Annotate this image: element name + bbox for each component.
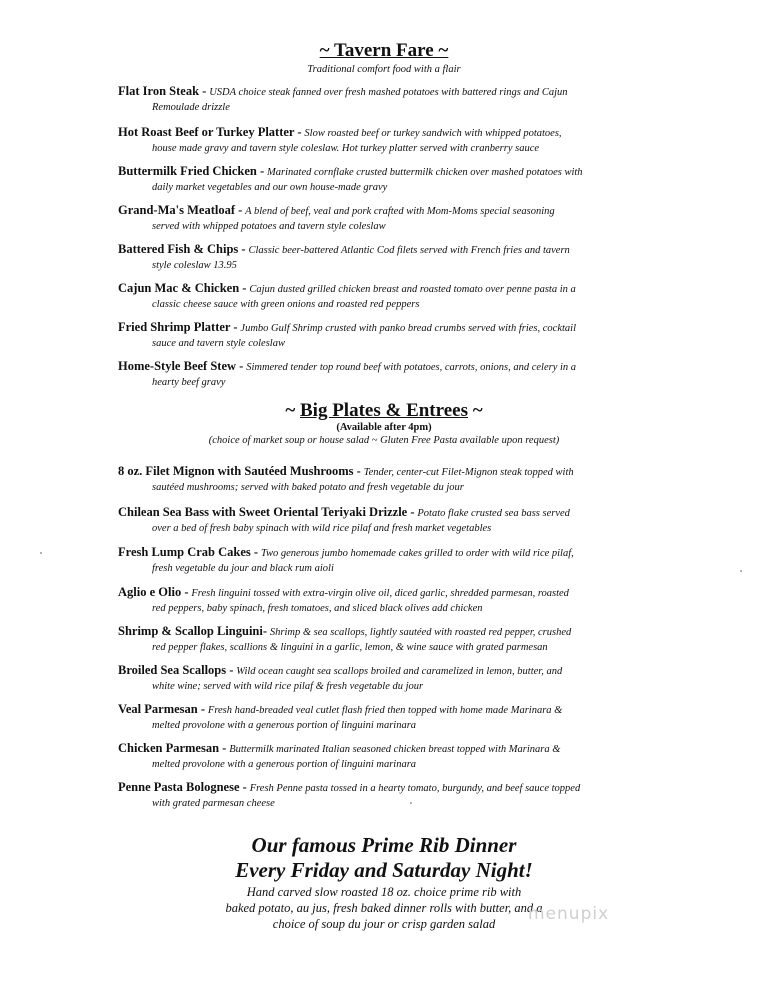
prime-rib-desc-line-1: Hand carved slow roasted 18 oz. choice prime rib with bbox=[246, 885, 522, 899]
prime-rib-desc-line-2: baked potato, au jus, fresh baked dinner rolls with butter, and a bbox=[225, 901, 543, 915]
menu-item-penne-bolognese: Penne Pasta Bolognese - Fresh Penne pasta tossed in a hearty tomato, burgundy, and beef sauce topped with grated parmesan cheese bbox=[118, 780, 581, 809]
scan-speck bbox=[410, 802, 412, 804]
menu-item-buttermilk-fried-chicken: Buttermilk Fried Chicken - Marinated cornflake crusted buttermilk chicken over mashed potatoes with daily market vegetables and our own house-made gravy bbox=[118, 164, 583, 193]
menu-item-chilean-sea-bass: Chilean Sea Bass with Sweet Oriental Teriyaki Drizzle - Potato flake crusted sea bass served over a bed of fresh baby spinach with wild rice pilaf and fresh market vegetables bbox=[118, 505, 570, 534]
menu-item-chicken-parmesan: Chicken Parmesan - Buttermilk marinated Italian seasoned chicken breast topped with Marinara & melted provolone with a generous portion of linguini marinara bbox=[118, 741, 561, 770]
tavern-fare-subtitle: Traditional comfort food with a flair bbox=[307, 64, 461, 75]
scan-speck bbox=[740, 570, 742, 572]
menu-item-aglio-e-olio: Aglio e Olio - Fresh linguini tossed with extra-virgin olive oil, diced garlic, shredded parmesan, roasted red peppers, baby spinach, fresh tomatoes, and sliced black olives add chicken bbox=[118, 585, 569, 614]
menu-item-fried-shrimp-platter: Fried Shrimp Platter - Jumbo Gulf Shrimp crusted with panko bread crumbs served with fries, cocktail sauce and tavern style coleslaw bbox=[118, 320, 576, 349]
menu-item-home-style-beef-stew: Home-Style Beef Stew - Simmered tender top round beef with potatoes, carrots, onions, and celery in a hearty beef gravy bbox=[118, 359, 577, 388]
menu-item-filet-mignon: 8 oz. Filet Mignon with Sautéed Mushrooms - Tender, center-cut Filet-Mignon steak topped with sautéed mushrooms; served with baked potato and fresh vegetable du jour bbox=[118, 464, 574, 493]
entrees-note: (choice of market soup or house salad ~ Gluten Free Pasta available upon request) bbox=[208, 435, 560, 446]
scan-speck bbox=[40, 552, 42, 554]
tavern-fare-title: ~ Tavern Fare ~ bbox=[319, 40, 449, 61]
menu-item-veal-parmesan: Veal Parmesan - Fresh hand-breaded veal cutlet flash fried then topped with home made Marinara & melted provolone with a generous portion of linguini marinara bbox=[118, 702, 563, 731]
menu-item-lump-crab-cakes: Fresh Lump Crab Cakes - Two generous jumbo homemade cakes grilled to order with wild rice pilaf, fresh vegetable du jour and black rum aioli bbox=[118, 545, 574, 574]
menu-item-hot-roast-beef: Hot Roast Beef or Turkey Platter - Slow roasted beef or turkey sandwich with whipped potatoes, house made gravy and tavern style coleslaw. Hot turkey platter served with cranberry sauce bbox=[118, 125, 562, 154]
entrees-title: ~ Big Plates & Entrees ~ bbox=[285, 400, 483, 421]
prime-rib-days: Every Friday and Saturday Night! bbox=[235, 858, 533, 882]
menu-item-flat-iron-steak: Flat Iron Steak - USDA choice steak fanned over fresh mashed potatoes with battered rings and Cajun Remoulade drizzle bbox=[118, 84, 568, 113]
menu-item-shrimp-scallop-linguini: Shrimp & Scallop Linguini- Shrimp & sea scallops, lightly sautéed with roasted red pepper, crushed red pepper flakes, scallions & linguini in a garlic, lemon, & wine sauce with grated parmesan bbox=[118, 624, 572, 653]
menu-item-fish-and-chips: Battered Fish & Chips - Classic beer-battered Atlantic Cod filets served with French fries and tavern style coleslaw 13.95 bbox=[118, 242, 570, 271]
menupix-watermark: menupix bbox=[528, 904, 610, 924]
menu-item-grandmas-meatloaf: Grand-Ma's Meatloaf - A blend of beef, veal and pork crafted with Mom-Moms special seasoning served with whipped potatoes and tavern style coleslaw bbox=[118, 203, 555, 232]
menu-item-broiled-sea-scallops: Broiled Sea Scallops - Wild ocean caught sea scallops broiled and caramelized in lemon, butter, and white wine; served with wild rice pilaf & fresh vegetable du jour bbox=[118, 663, 563, 692]
prime-rib-desc-line-3: choice of soup du jour or crisp garden salad bbox=[272, 917, 496, 931]
entrees-availability: (Available after 4pm) bbox=[336, 422, 432, 433]
prime-rib-headline: Our famous Prime Rib Dinner bbox=[251, 833, 517, 857]
menu-item-cajun-mac-chicken: Cajun Mac & Chicken - Cajun dusted grilled chicken breast and roasted tomato over penne pasta in a classic cheese sauce with green onions and roasted red peppers bbox=[118, 281, 576, 310]
